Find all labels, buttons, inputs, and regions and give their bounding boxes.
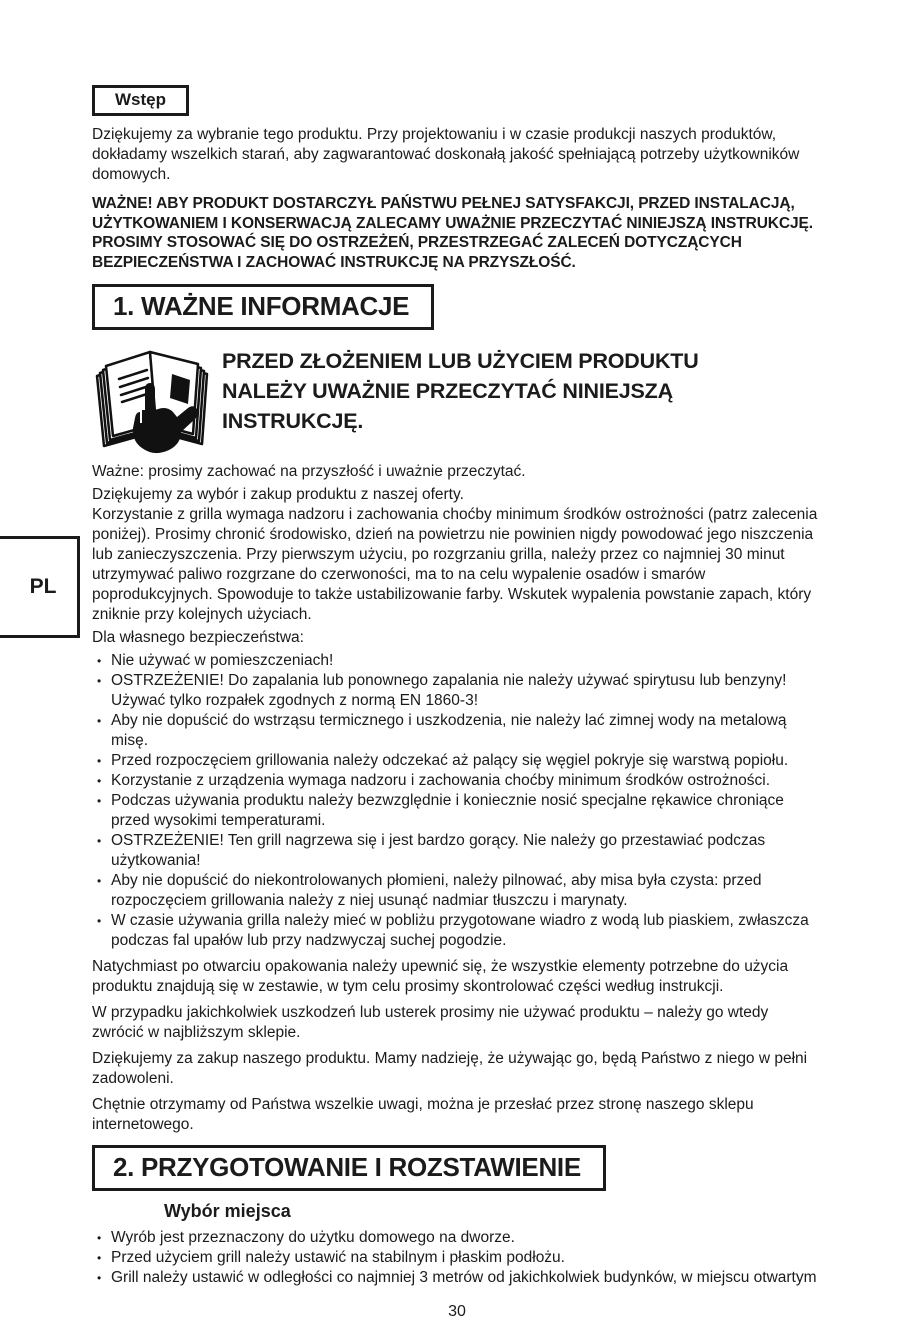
bullet-text: Aby nie dopuścić do niekontrolowanych płomieni, należy pilnować, aby misa była czysta: przed rozpoczęciem grillowania należy z niej usunąć nadmiar tłuszczu i marynaty. xyxy=(111,872,762,909)
list-item xyxy=(92,711,822,751)
bullet-text: W czasie używania grilla należy mieć w pobliżu przygotowane wiadro z wodą lub piaskiem, zwłaszcza podczas fal upałów lub przy nadzwyczaj suchej pogodzie. xyxy=(111,912,809,949)
page-number: 30 xyxy=(448,1303,466,1320)
bullet-text: Korzystanie z urządzenia wymaga nadzoru i zachowania choćby minimum środków ostrożności. xyxy=(111,772,771,789)
bullet-marker: • xyxy=(97,914,102,928)
closing-paragraph: Dziękujemy za zakup naszego produktu. Mamy nadzieję, że używając go, będą Państwo z niego w pełni zadowoleni. xyxy=(92,1050,808,1087)
bullet-marker: • xyxy=(97,654,102,668)
bullet-marker: • xyxy=(97,834,102,848)
closing-paragraph: Natychmiast po otwarciu opakowania należy upewnić się, że wszystkie elementy potrzebne do użycia produktu znajdują się w zestawie, w tym celu prosimy skontrolować części według instrukcji. xyxy=(92,958,789,995)
bullet-text: Wyrób jest przeznaczony do użytku domowego na dworze. xyxy=(111,1229,515,1246)
language-tab xyxy=(0,536,80,638)
section-1-heading-box: 1. WAŻNE INFORMACJE xyxy=(92,284,434,330)
bullet-text: Aby nie dopuścić do wstrząsu termicznego i uszkodzenia, nie należy lać zimnej wody na metalową misę. xyxy=(111,712,787,749)
section-2-heading-box: 2. PRZYGOTOWANIE I ROZSTAWIENIE xyxy=(92,1145,606,1191)
bullet-marker: • xyxy=(97,754,102,768)
bullet-text: Nie używać w pomieszczeniach! xyxy=(111,652,334,669)
bullet-text: Podczas używania produktu należy bezwzględnie i koniecznie nosić specjalne rękawice chroniące przed wysokimi temperaturami. xyxy=(111,792,784,829)
open-book-pointing-hand-icon xyxy=(92,338,212,456)
list-item xyxy=(92,671,822,711)
list-item xyxy=(92,791,822,831)
list-item xyxy=(92,651,822,671)
safety-bullet-list xyxy=(92,651,822,951)
closing-paragraph: Chętnie otrzymamy od Państwa wszelkie uwagi, można je przesłać przez stronę naszego sklepu internetowego. xyxy=(92,1096,754,1133)
bullet-text: OSTRZEŻENIE! Do zapalania lub ponownego zapalania nie należy używać spirytusu lub benzyny! Używać tylko rozpałek zgodnych z normą EN 1860-3! xyxy=(111,672,787,709)
bullet-marker: • xyxy=(97,794,102,808)
list-item xyxy=(92,771,822,791)
bullet-marker: • xyxy=(97,1271,102,1285)
bullet-marker: • xyxy=(97,674,102,688)
usage-paragraph: Korzystanie z grilla wymaga nadzoru i zachowania choćby minimum środków ostrożności (patrz zalecenia poniżej). Prosimy chronić środowisko, dzień na powietrzu nie powinien nigdy powodować jego niszczenia lub zanieczyszczenia. Przy pierwszym użyciu, po rozgrzaniu grilla, należy przez co najmniej 30 minut utrzymywać paliwo rozgrzane do czerwoności, ma to na celu wypalenie osadów i smarów poprodukcyjnych. Spowoduje to także ustabilizowanie farby. Wskutek wypalenia powstanie zapach, który zniknie przy kolejnych użyciach. xyxy=(92,506,818,623)
list-item xyxy=(92,871,822,911)
bullet-marker: • xyxy=(97,1251,102,1265)
bullet-marker: • xyxy=(97,1231,102,1245)
intro-heading-box: Wstęp xyxy=(92,85,189,116)
bullet-text: Przed rozpoczęciem grillowania należy odczekać aż palący się węgiel pokryje się warstwą popiołu. xyxy=(111,752,789,769)
icon-note-text: PRZED ZŁOŻENIEM LUB UŻYCIEM PRODUKTU NALEŻY UWAŻNIE PRZECZYTAĆ NINIEJSZĄ INSTRUKCJĘ. xyxy=(222,349,699,433)
intro-heading-wrap xyxy=(92,85,822,116)
placement-bullet-list xyxy=(92,1228,822,1288)
intro-warning-paragraph: WAŻNE! ABY PRODUKT DOSTARCZYŁ PAŃSTWU PEŁNEJ SATYSFAKCJI, PRZED INSTALACJĄ, UŻYTKOWANIEM I KONSERWACJĄ ZALECAMY UWAŻNIE PRZECZYTAĆ NINIEJSZĄ INSTRUKCJĘ. PROSIMY STOSOWAĆ SIĘ DO OSTRZEŻEŃ, PRZESTRZEGAĆ ZALECEŃ DOTYCZĄCYCH BEZPIECZEŃSTWA I ZACHOWAĆ INSTRUKCJĘ NA PRZYSZŁOŚĆ. xyxy=(92,195,813,271)
page-content xyxy=(92,85,822,1322)
safety-intro: Dla własnego bezpieczeństwa: xyxy=(92,629,304,646)
list-item xyxy=(92,1228,822,1248)
list-item xyxy=(92,1248,822,1268)
list-item xyxy=(92,831,822,871)
bullet-text: Grill należy ustawić w odległości co najmniej 3 metrów od jakichkolwiek budynków, w miejscu otwartym xyxy=(111,1269,817,1286)
subheading-wybor-miejsca: Wybór miejsca xyxy=(164,1201,291,1221)
section-2-heading-wrap xyxy=(92,1145,822,1191)
thanks-line: Dziękujemy za wybór i zakup produktu z naszej oferty. xyxy=(92,486,464,503)
list-item xyxy=(92,751,822,771)
bullet-marker: • xyxy=(97,714,102,728)
bullet-marker: • xyxy=(97,774,102,788)
read-manual-callout xyxy=(92,338,822,456)
keep-note: Ważne: prosimy zachować na przyszłość i uważnie przeczytać. xyxy=(92,463,526,480)
intro-paragraph: Dziękujemy za wybranie tego produktu. Przy projektowaniu i w czasie produkcji naszych produktów, dokładamy wszelkich starań, aby zagwarantować doskonałą jakość spełniającą potrzeby użytkowników domowych. xyxy=(92,126,800,183)
list-item xyxy=(92,911,822,951)
bullet-text: Przed użyciem grill należy ustawić na stabilnym i płaskim podłożu. xyxy=(111,1249,565,1266)
section-1-heading-wrap xyxy=(92,284,822,330)
bullet-marker: • xyxy=(97,874,102,888)
closing-paragraph: W przypadku jakichkolwiek uszkodzeń lub usterek prosimy nie używać produktu – należy go wtedy zwrócić w najbliższym sklepie. xyxy=(92,1004,769,1041)
bullet-text: OSTRZEŻENIE! Ten grill nagrzewa się i jest bardzo gorący. Nie należy go przestawiać podczas użytkowania! xyxy=(111,832,766,869)
language-tab-label: PL xyxy=(29,575,57,598)
list-item xyxy=(92,1268,822,1288)
